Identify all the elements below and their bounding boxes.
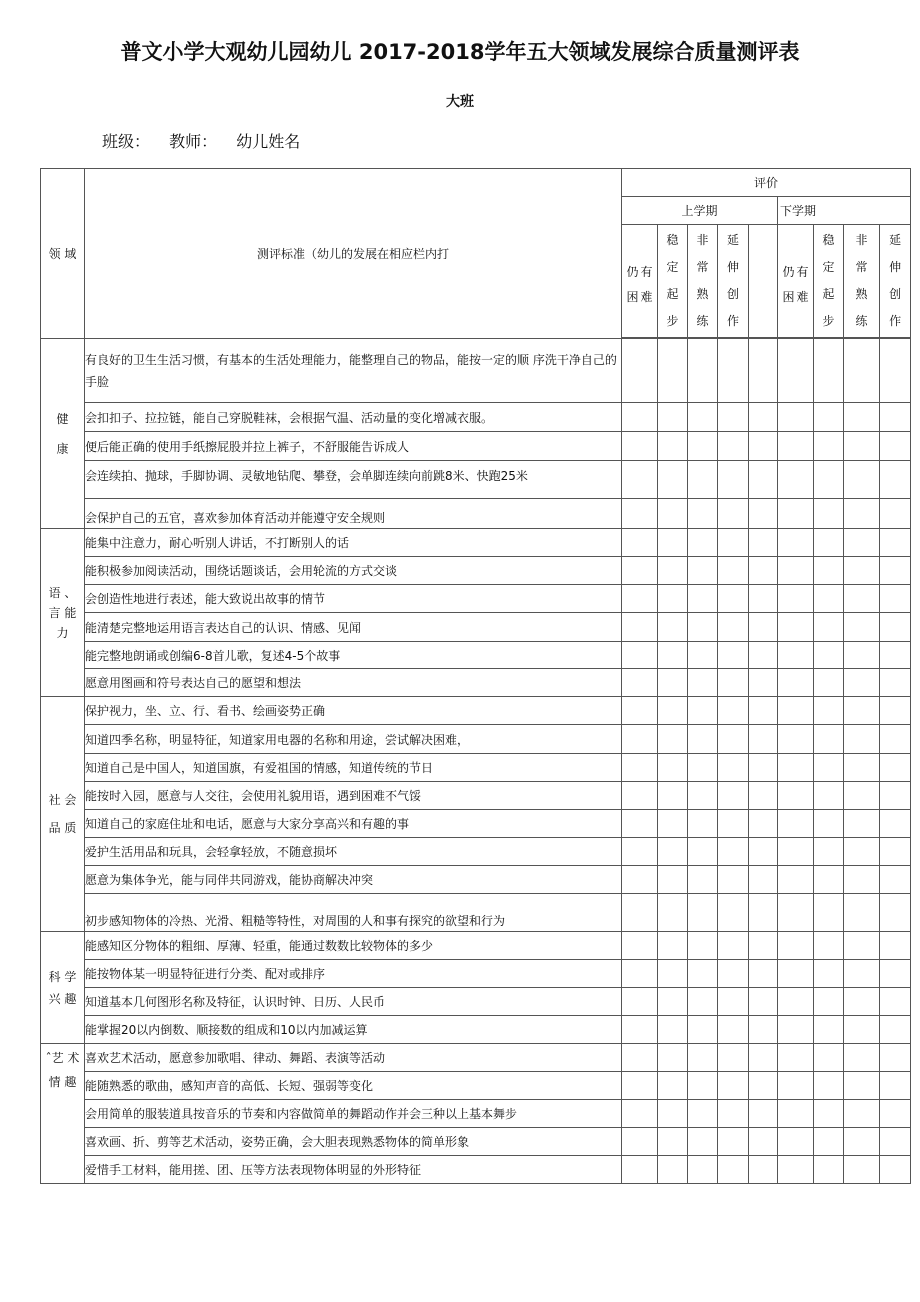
child-name-label: 幼儿姓名 [236,132,301,151]
domain-social: 社 会 品 质 [41,697,85,932]
col-s1-c2b: 难 [640,290,653,304]
col-s2-extend-create: 延伸创作 [880,225,911,338]
standard-row: 能完整地朗诵或创编6-8首儿歌，复述4-5个故事 [85,642,622,669]
col-s1-c2a: 有 [640,265,653,279]
col-s2-c2b: 难 [796,290,809,304]
standard-row: 愿意为集体争光，能与同伴共同游戏，能协商解决冲突 [85,866,622,894]
col-s1-extend-create: 延伸创作 [718,225,749,338]
teacher-label: 教师： [169,132,218,151]
standard-header: 测评标准（幼儿的发展在相应栏内打 [85,169,622,339]
standard-row: 爱护生活用品和玩具，会轻拿轻放，不随意损坏 [85,838,622,866]
standard-row: 喜欢艺术活动，愿意参加歌唱、律动、舞蹈、表演等活动 [85,1044,622,1072]
evaluation-header: 评价 [622,169,911,197]
domain-header: 领 域 [41,169,85,339]
col-s2-c1b: 困 [782,290,795,304]
standard-row: 能感知区分物体的粗细、厚薄、轻重，能通过数数比较物体的多少 [85,932,622,960]
class-label: 班级： [102,132,151,151]
document-title: 普文小学大观幼儿园幼儿 2017-2018学年五大领域发展综合质量测评表 [120,40,800,64]
col-s1-very-skilled: 非常熟练 [688,225,718,338]
standard-row: 能积极参加阅读活动，围绕话题谈话，会用轮流的方式交谈 [85,557,622,585]
class-level-subtitle: 大班 [446,94,474,110]
standard-row: 能按时入园，愿意与人交往，会使用礼貌用语，遇到困难不气馁 [85,782,622,810]
standard-row: 能掌握20以内倒数、顺接数的组成和10以内加减运算 [85,1016,622,1044]
col-s2-steady-start: 稳定起步 [814,225,844,338]
standard-row: 知道四季名称，明显特征，知道家用电器的名称和用途，尝试解决困难， [85,725,622,754]
standard-row: 知道基本几何图形名称及特征，认识时钟、日历、人民币 [85,988,622,1016]
standard-row: 会保护自己的五官，喜欢参加体育活动并能遵守安全规则 [85,499,622,529]
col-s1-steady-start: 稳定起步 [658,225,688,338]
domain-health: 健 康 [41,339,85,529]
col-s1-blank [749,225,778,338]
standard-row: 便后能正确的使用手纸擦屁股并拉上裤子，不舒服能告诉成人 [85,432,622,461]
standard-row: 愿意用图画和符号表达自己的愿望和想法 [85,669,622,697]
standard-row: 会连续拍、抛球，手脚协调、灵敏地钻爬、攀登，会单脚连续向前跳8米、快跑25米 [85,461,622,499]
semester1-header: 上学期 [622,197,778,225]
info-line [102,129,314,152]
standard-row: 保护视力，坐、立、行、看书、绘画姿势正确 [85,697,622,725]
semester2-header: 下学期 [778,197,911,225]
domain-art: ˆ艺 术 情 趣 [41,1044,85,1184]
standard-row: 能随熟悉的歌曲，感知声音的高低、长短、强弱等变化 [85,1072,622,1100]
standard-row: 有良好的卫生生活习惯，有基本的生活处理能力，能整理自己的物品，能按一定的顺 序洗干净自己的手脸 [85,339,622,403]
standard-row: 知道自己的家庭住址和电话，愿意与大家分享高兴和有趣的事 [85,810,622,838]
col-s1-c1a: 仍 [626,265,639,279]
standard-row: 能按物体某一明显特征进行分类、配对或排序 [85,960,622,988]
domain-science: 科 学 兴 趣 [41,932,85,1044]
col-s2-very-skilled: 非常熟练 [844,225,880,338]
standard-row: 能清楚完整地运用语言表达自己的认识、情感、见闻 [85,613,622,642]
domain-language: 语 、言 能 力 [41,529,85,697]
evaluation-table [40,168,911,1184]
col-s1-c1b: 困 [626,290,639,304]
standard-row: 知道自己是中国人，知道国旗，有爱祖国的情感，知道传统的节日 [85,754,622,782]
col-s2-still-difficult [778,225,814,338]
standard-row: 能集中注意力，耐心听别人讲话，不打断别人的话 [85,529,622,557]
standard-row: 爱惜手工材料，能用搓、团、压等方法表现物体明显的外形特征 [85,1156,622,1184]
col-s2-c2a: 有 [796,265,809,279]
standard-row: 会创造性地进行表述，能大致说出故事的情节 [85,585,622,613]
standard-row: 初步感知物体的冷热、光滑、粗糙等特性，对周围的人和事有探究的欲望和行为 [85,894,622,932]
col-s1-still-difficult [622,225,658,338]
standard-row: 喜欢画、折、剪等艺术活动，姿势正确，会大胆表现熟悉物体的简单形象 [85,1128,622,1156]
standard-row: 会用简单的服装道具按音乐的节奏和内容做简单的舞蹈动作并会三种以上基本舞步 [85,1100,622,1128]
standard-row: 会扣扣子、拉拉链，能自己穿脱鞋袜，会根据气温、活动量的变化增减衣服。 [85,403,622,432]
col-s2-c1a: 仍 [782,265,795,279]
